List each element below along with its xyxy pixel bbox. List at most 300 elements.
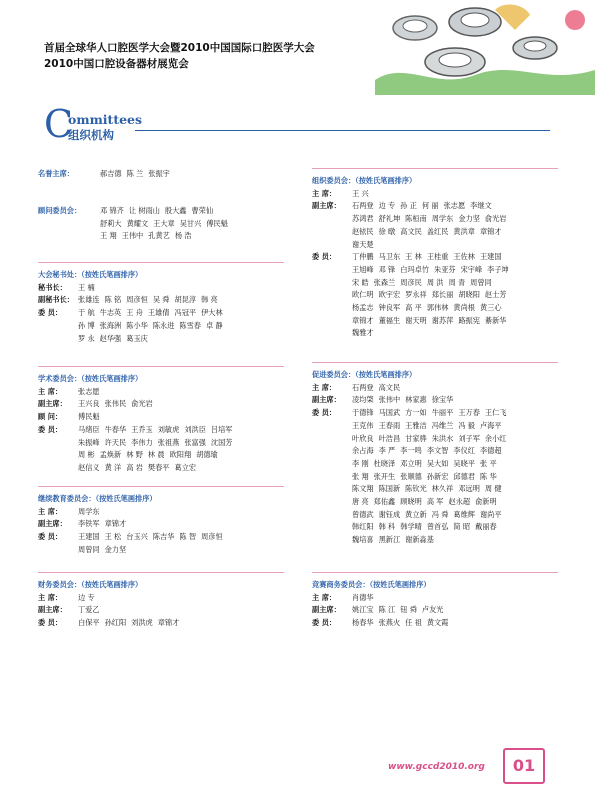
- role-label: 顾问委员会：: [38, 206, 82, 215]
- member-row: [312, 483, 558, 496]
- section-title: [38, 269, 284, 282]
- section-divider: [38, 262, 284, 263]
- member-row: [38, 604, 284, 617]
- member-names: [352, 496, 558, 509]
- member-name: 张 翔: [352, 471, 369, 481]
- member-name: 余小红: [484, 433, 507, 443]
- section-title-text: 大会秘书处：: [38, 270, 82, 279]
- member-row: [312, 420, 558, 433]
- member-name: 王 楠: [78, 282, 95, 292]
- member-name: 罗永祥: [405, 290, 427, 300]
- member-name: 唐 亮: [352, 497, 369, 507]
- member-row: [312, 534, 558, 547]
- member-row: [38, 424, 284, 437]
- member-name: 石两登: [352, 382, 374, 392]
- member-name: 周学东: [78, 506, 100, 516]
- member-names: [352, 433, 558, 446]
- member-names: [352, 382, 558, 395]
- member-row: [38, 386, 284, 399]
- member-name: 陈国新: [378, 484, 401, 494]
- role-label: 主 席：: [312, 592, 337, 602]
- member-name: 杨春华: [352, 618, 374, 628]
- member-name: 黄三心: [479, 303, 502, 313]
- member-name: 周曾同: [78, 544, 100, 554]
- committee-section: [38, 366, 284, 475]
- section-divider: [38, 572, 284, 573]
- member-name: 张燕火: [378, 618, 401, 628]
- member-name: 路振宪: [458, 315, 480, 325]
- role-label: [312, 226, 352, 239]
- member-name: 黄立新: [405, 509, 427, 519]
- member-name: 赵华强: [99, 333, 122, 343]
- role-label: [312, 433, 352, 446]
- role-label: 主 席：: [312, 188, 337, 198]
- member-name: 谢尚平: [479, 509, 502, 519]
- member-name: 李继文: [470, 201, 492, 211]
- title-chinese: 组织机构: [68, 128, 114, 142]
- member-names: [352, 617, 558, 630]
- member-name: 顾晓明: [400, 497, 422, 507]
- member-name: 周曾同: [470, 277, 492, 287]
- member-row: [38, 218, 284, 231]
- member-name: 张振宇: [148, 169, 170, 178]
- committee-section: [312, 362, 558, 547]
- member-name: 叶浩昌: [378, 433, 401, 443]
- member-name: 牛春华: [104, 424, 127, 434]
- member-name: 金力坚: [458, 214, 480, 224]
- section-note: （按姓氏笔画排序）: [81, 374, 143, 383]
- member-names: [100, 218, 284, 231]
- member-row: [38, 411, 284, 424]
- member-name: 余占海: [352, 446, 374, 456]
- member-name: 盖红民: [426, 226, 449, 236]
- member-name: 李一鸣: [400, 446, 422, 456]
- member-name: 吴 舜: [152, 295, 170, 305]
- member-row: [312, 327, 558, 340]
- member-name: 王 兴: [352, 188, 369, 198]
- member-name: 李仪红: [453, 446, 475, 456]
- role-label: 委 员：: [38, 424, 63, 434]
- member-names: [78, 386, 284, 399]
- role-label: [38, 230, 100, 243]
- role-label: [312, 277, 352, 290]
- member-names: [352, 188, 558, 201]
- member-name: 邓立明: [400, 458, 422, 468]
- member-name: 金力坚: [104, 544, 127, 554]
- member-row: [312, 521, 558, 534]
- member-names: [352, 521, 558, 534]
- role-label: 秘书长：: [38, 282, 67, 292]
- member-name: 朱洪水: [431, 433, 454, 443]
- member-name: 黄文霞: [426, 618, 449, 628]
- member-name: 谢天楚: [352, 239, 374, 249]
- role-label: 委 员：: [312, 618, 337, 628]
- member-name: 葛维辉: [453, 509, 475, 519]
- member-name: 姚江宝: [352, 605, 374, 615]
- member-row: [312, 251, 558, 264]
- member-name: 陈永进: [152, 320, 175, 330]
- member-name: 陈小华: [126, 320, 148, 330]
- member-names: [352, 394, 558, 407]
- member-name: 丁仲鹏: [352, 252, 374, 262]
- section-note: （按姓氏笔画排序）: [95, 494, 157, 503]
- role-label: [312, 496, 352, 509]
- member-row: [312, 592, 558, 605]
- member-name: 陈文翔: [352, 484, 374, 494]
- member-row: [312, 458, 558, 471]
- member-name: 邓远明: [458, 484, 480, 494]
- member-row: [38, 531, 284, 544]
- member-names: [78, 449, 284, 462]
- role-label: [38, 218, 100, 231]
- member-row: [38, 462, 284, 475]
- section-title-text: 财务委员会：: [38, 580, 82, 589]
- member-names: [352, 226, 558, 239]
- member-names: [100, 168, 284, 181]
- member-name: 张顺德: [400, 471, 422, 481]
- member-name: 张志愿: [78, 386, 100, 396]
- member-row: [312, 509, 558, 522]
- section-title: [38, 373, 284, 386]
- role-label: 副主席：: [38, 605, 67, 615]
- member-name: 王万春: [458, 408, 480, 418]
- role-label: 主 席：: [38, 592, 63, 602]
- member-name: 周彦恒: [126, 295, 148, 305]
- member-name: 吴晓平: [453, 458, 475, 468]
- member-names: [352, 592, 558, 605]
- member-name: 傅民魁: [206, 218, 228, 228]
- member-name: 王兴良: [78, 399, 100, 409]
- role-label: [312, 471, 352, 484]
- member-name: 朱亚芬: [434, 264, 456, 274]
- member-name: 高 岩: [126, 462, 143, 472]
- member-row: [38, 294, 284, 307]
- member-name: 谢钰成: [378, 509, 401, 519]
- member-name: 郭伟林: [426, 303, 449, 313]
- member-row: [312, 407, 558, 420]
- member-name: 宋 皓: [352, 277, 369, 287]
- member-name: 韩 科: [378, 522, 396, 532]
- member-name: 李 严: [378, 446, 396, 456]
- role-label: [312, 264, 352, 277]
- member-name: 王伟中: [121, 231, 144, 241]
- member-name: 于德锋: [352, 408, 374, 418]
- member-name: 王建国: [78, 532, 100, 542]
- member-name: 让 树雨山: [128, 206, 160, 215]
- member-name: 韩学晴: [400, 522, 422, 532]
- role-label: 主 席：: [38, 506, 63, 516]
- member-name: 欧阳翔: [169, 450, 192, 460]
- role-label: 名誉主席：: [38, 169, 74, 178]
- member-name: 黄尚根: [453, 303, 475, 313]
- member-name: 韩红阳: [352, 522, 374, 532]
- role-label: [312, 239, 352, 252]
- member-name: 卢友光: [421, 605, 444, 615]
- title-big-letter: C: [44, 102, 74, 146]
- member-name: 曹荣仙: [191, 206, 214, 215]
- member-row: [38, 307, 284, 320]
- member-name: 邓 锋: [378, 264, 396, 274]
- member-name: 王雄倩: [147, 308, 170, 318]
- section-title-text: 组织委员会：: [312, 176, 356, 185]
- member-names: [352, 239, 558, 252]
- member-name: 陈 兰: [126, 169, 144, 178]
- member-name: 杨 浩: [174, 231, 192, 241]
- role-label: [312, 483, 352, 496]
- member-name: 赵士芳: [484, 290, 507, 300]
- member-name: 王乔玉: [131, 424, 153, 434]
- section-divider: [312, 362, 558, 363]
- section-note: （按姓氏笔画排序）: [81, 580, 143, 589]
- member-row: [38, 205, 284, 218]
- section-title: [38, 579, 284, 592]
- member-name: 何 丽: [421, 201, 439, 211]
- member-name: 陈 华: [479, 471, 497, 481]
- member-names: [78, 518, 284, 531]
- role-label: [312, 327, 352, 340]
- member-name: 邱德君: [453, 471, 475, 481]
- member-name: 董福生: [378, 315, 401, 325]
- member-name: 苏鸿君: [352, 214, 374, 224]
- member-name: 吕培军: [210, 424, 233, 434]
- member-name: 林 野: [126, 450, 143, 460]
- member-row: [312, 315, 558, 328]
- role-label: [312, 213, 352, 226]
- member-name: 马国武: [378, 408, 401, 418]
- member-name: 甘家骅: [405, 433, 427, 443]
- member-names: [352, 471, 558, 484]
- member-row: [312, 617, 558, 630]
- member-name: 张 平: [479, 458, 497, 468]
- member-names: [78, 294, 284, 307]
- member-names: [78, 307, 284, 320]
- member-name: 孙红阳: [104, 618, 127, 628]
- member-names: [100, 205, 284, 218]
- member-name: 牛志英: [99, 308, 122, 318]
- role-label: 主 席：: [312, 382, 337, 392]
- member-name: 王佐林: [453, 252, 475, 262]
- member-row: [38, 168, 284, 181]
- member-name: 李 刚: [352, 458, 369, 468]
- member-name: 边 专: [378, 201, 396, 211]
- role-label: [38, 544, 78, 557]
- member-names: [352, 407, 558, 420]
- section-note: （按姓氏笔画排序）: [355, 370, 417, 379]
- member-name: 黄洪章: [453, 226, 475, 236]
- member-name: 许天民: [104, 437, 127, 447]
- member-name: 舒礼坤: [378, 214, 401, 224]
- member-name: 谢天明: [405, 315, 427, 325]
- role-label: 副主席：: [38, 519, 67, 529]
- member-names: [352, 200, 558, 213]
- member-name: 刘洪虎: [131, 618, 153, 628]
- member-row: [312, 433, 558, 446]
- website-url[interactable]: www.gccd2010.org: [388, 762, 485, 772]
- member-row: [312, 445, 558, 458]
- role-label: 副主席：: [38, 399, 67, 409]
- member-name: 马绪臣: [78, 424, 100, 434]
- member-row: [312, 239, 558, 252]
- role-label: [38, 333, 78, 346]
- member-name: 石两登: [352, 201, 374, 211]
- member-name: 林家惠: [405, 395, 427, 405]
- member-names: [352, 509, 558, 522]
- member-name: 欧宇宏: [378, 290, 401, 300]
- member-names: [352, 264, 558, 277]
- member-name: 王 林: [405, 252, 422, 262]
- member-name: 章锦才: [352, 315, 374, 325]
- member-names: [352, 277, 558, 290]
- member-row: [312, 496, 558, 509]
- member-name: 张富强: [184, 437, 206, 447]
- member-name: 沈国芳: [210, 437, 233, 447]
- member-name: 徐宝华: [431, 395, 454, 405]
- member-name: 孙 正: [400, 201, 417, 211]
- role-label: 副主席：: [312, 201, 341, 211]
- section-title-text: 继续教育委员会：: [38, 494, 96, 503]
- header-line-2: 2010中国口腔设备器材展览会: [44, 58, 189, 70]
- member-names: [78, 592, 284, 605]
- member-name: 钮 舜: [400, 605, 417, 615]
- member-name: 俞新明: [475, 497, 497, 507]
- member-name: 吴甘兴: [179, 218, 202, 228]
- section-note: （按姓氏笔画排序）: [81, 270, 143, 279]
- member-name: 孔黄艺: [148, 231, 170, 241]
- member-row: [312, 471, 558, 484]
- member-name: 李文智: [426, 446, 449, 456]
- member-name: 边 专: [78, 592, 95, 602]
- member-name: 黑新江: [378, 535, 401, 545]
- role-label: [38, 449, 78, 462]
- member-name: 周 洪: [426, 277, 444, 287]
- member-name: 吴大如: [426, 458, 449, 468]
- member-name: 牛丽平: [431, 408, 454, 418]
- member-name: 陈雪春: [179, 320, 201, 330]
- role-label: [312, 509, 352, 522]
- member-name: 俞光岩: [484, 214, 507, 224]
- member-names: [352, 327, 558, 340]
- member-name: 王春雨: [378, 420, 401, 430]
- member-name: 张雄连: [78, 295, 100, 305]
- member-name: 魏雅才: [352, 328, 374, 338]
- member-name: 台玉兴: [126, 532, 148, 542]
- member-names: [78, 531, 284, 544]
- member-name: 郑长丽: [431, 290, 454, 300]
- member-name: 黄耀文: [126, 218, 149, 228]
- member-name: 张伟中: [378, 395, 401, 405]
- committee-section: [38, 205, 284, 243]
- member-name: 陈吉华: [152, 532, 175, 542]
- section-title: [38, 493, 284, 506]
- member-name: 钟良军: [378, 303, 401, 313]
- member-name: 王旭峰: [352, 264, 374, 274]
- member-names: [78, 411, 284, 424]
- member-names: [78, 437, 284, 450]
- member-name: 周 青: [448, 277, 466, 287]
- committee-section: [312, 168, 558, 340]
- member-name: 张开生: [373, 471, 396, 481]
- member-names: [78, 320, 284, 333]
- committee-section: [38, 572, 284, 630]
- member-name: 徐 暾: [378, 226, 396, 236]
- member-name: 白玛卓竹: [400, 264, 430, 274]
- member-row: [312, 604, 558, 617]
- member-row: [312, 264, 558, 277]
- member-name: 王建国: [479, 252, 502, 262]
- role-label: [38, 437, 78, 450]
- member-name: 曾德武: [352, 509, 374, 519]
- member-name: 章锦才: [104, 519, 127, 529]
- header-line-1: 首届全球华人口腔医学大会暨2010中国国际口腔医学大会: [44, 42, 315, 54]
- member-row: [312, 289, 558, 302]
- member-name: 赵信义: [78, 462, 100, 472]
- member-name: 周 健: [484, 484, 502, 494]
- member-name: 胡晓阳: [458, 290, 480, 300]
- member-names: [352, 315, 558, 328]
- member-row: [38, 592, 284, 605]
- section-title: [312, 175, 558, 188]
- role-label: [312, 534, 352, 547]
- member-name: 王 舟: [126, 308, 143, 318]
- member-row: [38, 437, 284, 450]
- member-name: 卓 静: [205, 320, 223, 330]
- role-label: 委 员：: [312, 252, 337, 262]
- member-name: 罗 永: [78, 333, 95, 343]
- role-label: 顾 问：: [38, 412, 63, 422]
- member-name: 王大章: [153, 218, 175, 228]
- role-label: 副主席：: [312, 605, 341, 615]
- member-name: 林久祥: [431, 484, 454, 494]
- role-label: 委 员：: [38, 618, 63, 628]
- section-note: （按姓氏笔画排序）: [369, 580, 431, 589]
- committee-section: [38, 486, 284, 557]
- member-row: [38, 320, 284, 333]
- member-name: 王仁飞: [484, 408, 507, 418]
- member-name: 谢苏萍: [431, 315, 454, 325]
- member-name: 王 松: [104, 532, 122, 542]
- member-name: 方一如: [405, 408, 427, 418]
- member-row: [38, 398, 284, 411]
- member-name: 谢新淼基: [405, 535, 434, 545]
- member-name: 黄 洋: [104, 462, 122, 472]
- member-name: 李子坤: [487, 264, 509, 274]
- member-name: 李伟力: [131, 437, 153, 447]
- member-names: [100, 230, 284, 243]
- member-names: [78, 604, 284, 617]
- header: [44, 40, 315, 72]
- member-name: 孙 博: [78, 320, 95, 330]
- member-name: 刘子军: [458, 433, 480, 443]
- member-name: 邓 锦齐: [100, 206, 124, 215]
- member-name: 冯 舜: [431, 509, 449, 519]
- member-name: 张祖燕: [157, 437, 180, 447]
- member-name: 胡德瑜: [196, 450, 218, 460]
- section-divider: [312, 168, 558, 169]
- section-divider: [312, 572, 558, 573]
- member-name: 郑佑鑫: [373, 497, 396, 507]
- member-name: 张志愿: [443, 201, 466, 211]
- member-name: 孟焕新: [99, 450, 122, 460]
- member-names: [352, 420, 558, 433]
- member-name: 胡昆淳: [174, 295, 197, 305]
- member-name: 陈桓南: [405, 214, 427, 224]
- member-names: [78, 544, 284, 557]
- member-name: 冯冠平: [174, 308, 197, 318]
- member-name: 周彦民: [400, 277, 422, 287]
- member-name: 魏培喜: [352, 535, 374, 545]
- member-names: [78, 617, 284, 630]
- member-name: 葛玉庆: [126, 333, 148, 343]
